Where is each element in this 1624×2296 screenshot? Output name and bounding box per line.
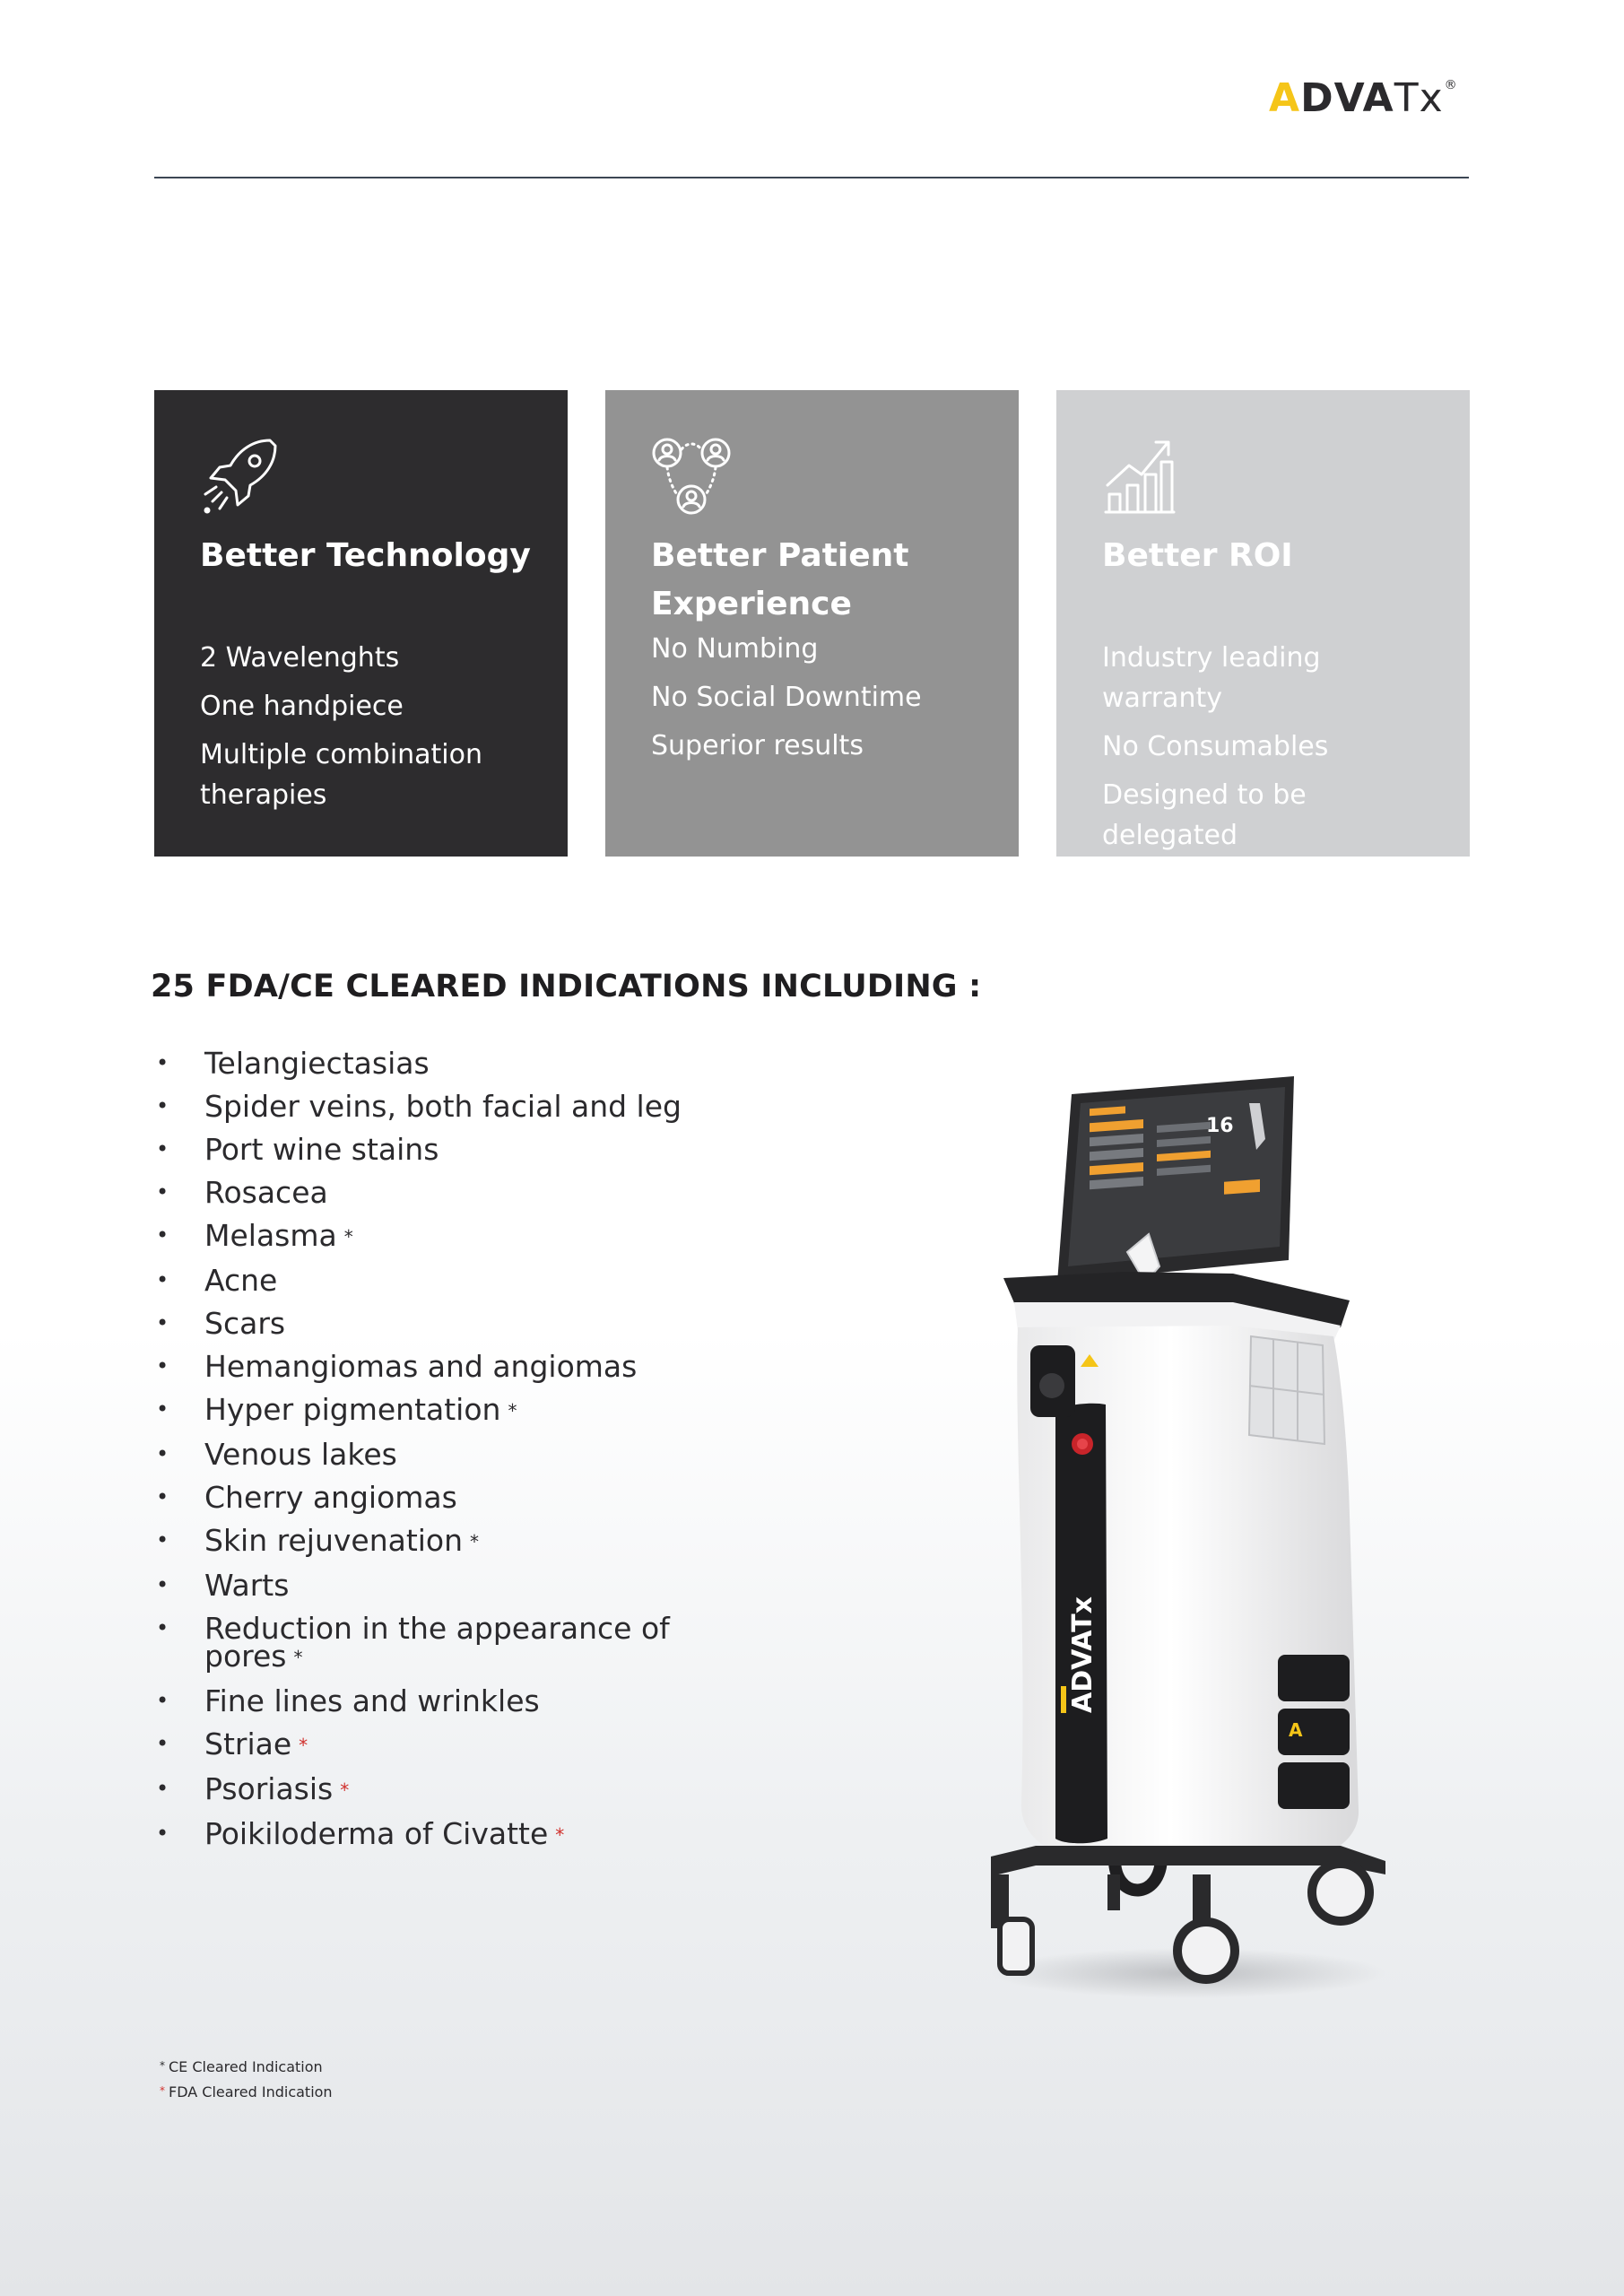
logo-letter-a: A (1269, 75, 1301, 121)
indication-mark: * (555, 1824, 565, 1846)
indication-item (154, 1523, 746, 1558)
card-item: Multiple combination therapies (200, 739, 483, 811)
indication-item (154, 1089, 746, 1124)
card-item: No Consumables (1102, 731, 1329, 762)
indication-label: Hyper pigmentation (204, 1392, 501, 1427)
card-title: Better Technology (200, 537, 531, 574)
indication-label: Spider veins, both facial and leg (204, 1089, 682, 1124)
indication-item (154, 1263, 746, 1298)
indication-item (154, 1306, 746, 1341)
footnote-ce: * CE Cleared Indication (160, 2058, 323, 2075)
indication-label: Poikiloderma of Civatte (204, 1816, 549, 1851)
card-items (1102, 638, 1470, 856)
indication-mark: * (470, 1531, 480, 1552)
indication-item (154, 1132, 746, 1167)
card-item: No Social Downtime (651, 682, 922, 713)
header-divider (154, 177, 1469, 178)
footnote-fda: * FDA Cleared Indication (160, 2083, 333, 2100)
indication-label: Skin rejuvenation (204, 1523, 464, 1558)
card-item: One handpiece (200, 691, 404, 722)
indication-label: Psoriasis (204, 1771, 334, 1806)
indication-label: Telangiectasias (204, 1046, 430, 1081)
card-item: Industry leading warranty (1102, 642, 1321, 714)
indication-label: Striae (204, 1726, 292, 1761)
people-network-icon (651, 435, 732, 516)
indication-item (154, 1683, 746, 1718)
card-items (200, 638, 568, 815)
indication-label: Venous lakes (204, 1437, 397, 1472)
indication-mark: * (343, 1226, 353, 1248)
indication-item (154, 1771, 746, 1806)
svg-text:ADVATx: ADVATx (1067, 1596, 1099, 1713)
footnotes (160, 2054, 333, 2104)
card-title: Better Patient Experience (651, 537, 909, 622)
logo-letters-tx: Tx (1394, 75, 1444, 121)
indication-mark: * (293, 1647, 303, 1668)
card-items (651, 629, 1019, 766)
card-title: Better ROI (1102, 537, 1293, 574)
rocket-icon (200, 435, 281, 516)
indication-label: Cherry angiomas (204, 1480, 457, 1515)
indication-label: Melasma (204, 1218, 337, 1253)
card-item: 2 Wavelenghts (200, 642, 400, 674)
indication-mark: * (299, 1735, 308, 1756)
card-item: Superior results (651, 730, 864, 761)
growth-chart-icon (1102, 435, 1183, 516)
card-better-technology (154, 390, 568, 857)
indication-item (154, 1816, 746, 1851)
indication-item (154, 1046, 746, 1081)
indication-label: Fine lines and wrinkles (204, 1683, 540, 1718)
device-monitor (1057, 1076, 1294, 1283)
indication-item (154, 1392, 746, 1427)
indication-label: Port wine stains (204, 1132, 439, 1167)
indication-item (154, 1349, 746, 1384)
card-item: No Numbing (651, 633, 819, 665)
indication-item (154, 1726, 746, 1761)
indication-item (154, 1218, 746, 1253)
svg-text:16: 16 (1206, 1115, 1234, 1137)
indication-label: Acne (204, 1263, 278, 1298)
card-better-patient-experience (605, 390, 1019, 857)
indication-item (154, 1568, 746, 1603)
indication-item (154, 1611, 746, 1674)
indication-label: Scars (204, 1306, 286, 1341)
indication-item (154, 1480, 746, 1515)
svg-text:A: A (1289, 1719, 1303, 1741)
indications-list (154, 1046, 746, 1865)
brand-logo (1269, 75, 1458, 121)
indication-item (154, 1175, 746, 1210)
indication-label: Hemangiomas and angiomas (204, 1349, 638, 1384)
indication-label: Warts (204, 1568, 290, 1603)
laser-device-illustration (964, 1067, 1394, 2009)
card-better-roi (1056, 390, 1470, 857)
logo-letters-dva: DVA (1300, 75, 1394, 121)
indication-mark: * (340, 1779, 350, 1801)
indication-label: Reduction in the appearance of pores (204, 1611, 670, 1674)
registered-mark: ® (1444, 78, 1458, 92)
indication-mark: * (508, 1400, 517, 1422)
indications-heading: 25 FDA/CE CLEARED INDICATIONS INCLUDING : (151, 969, 982, 1004)
indication-item (154, 1437, 746, 1472)
indication-label: Rosacea (204, 1175, 328, 1210)
card-item: Designed to be delegated (1102, 779, 1307, 851)
